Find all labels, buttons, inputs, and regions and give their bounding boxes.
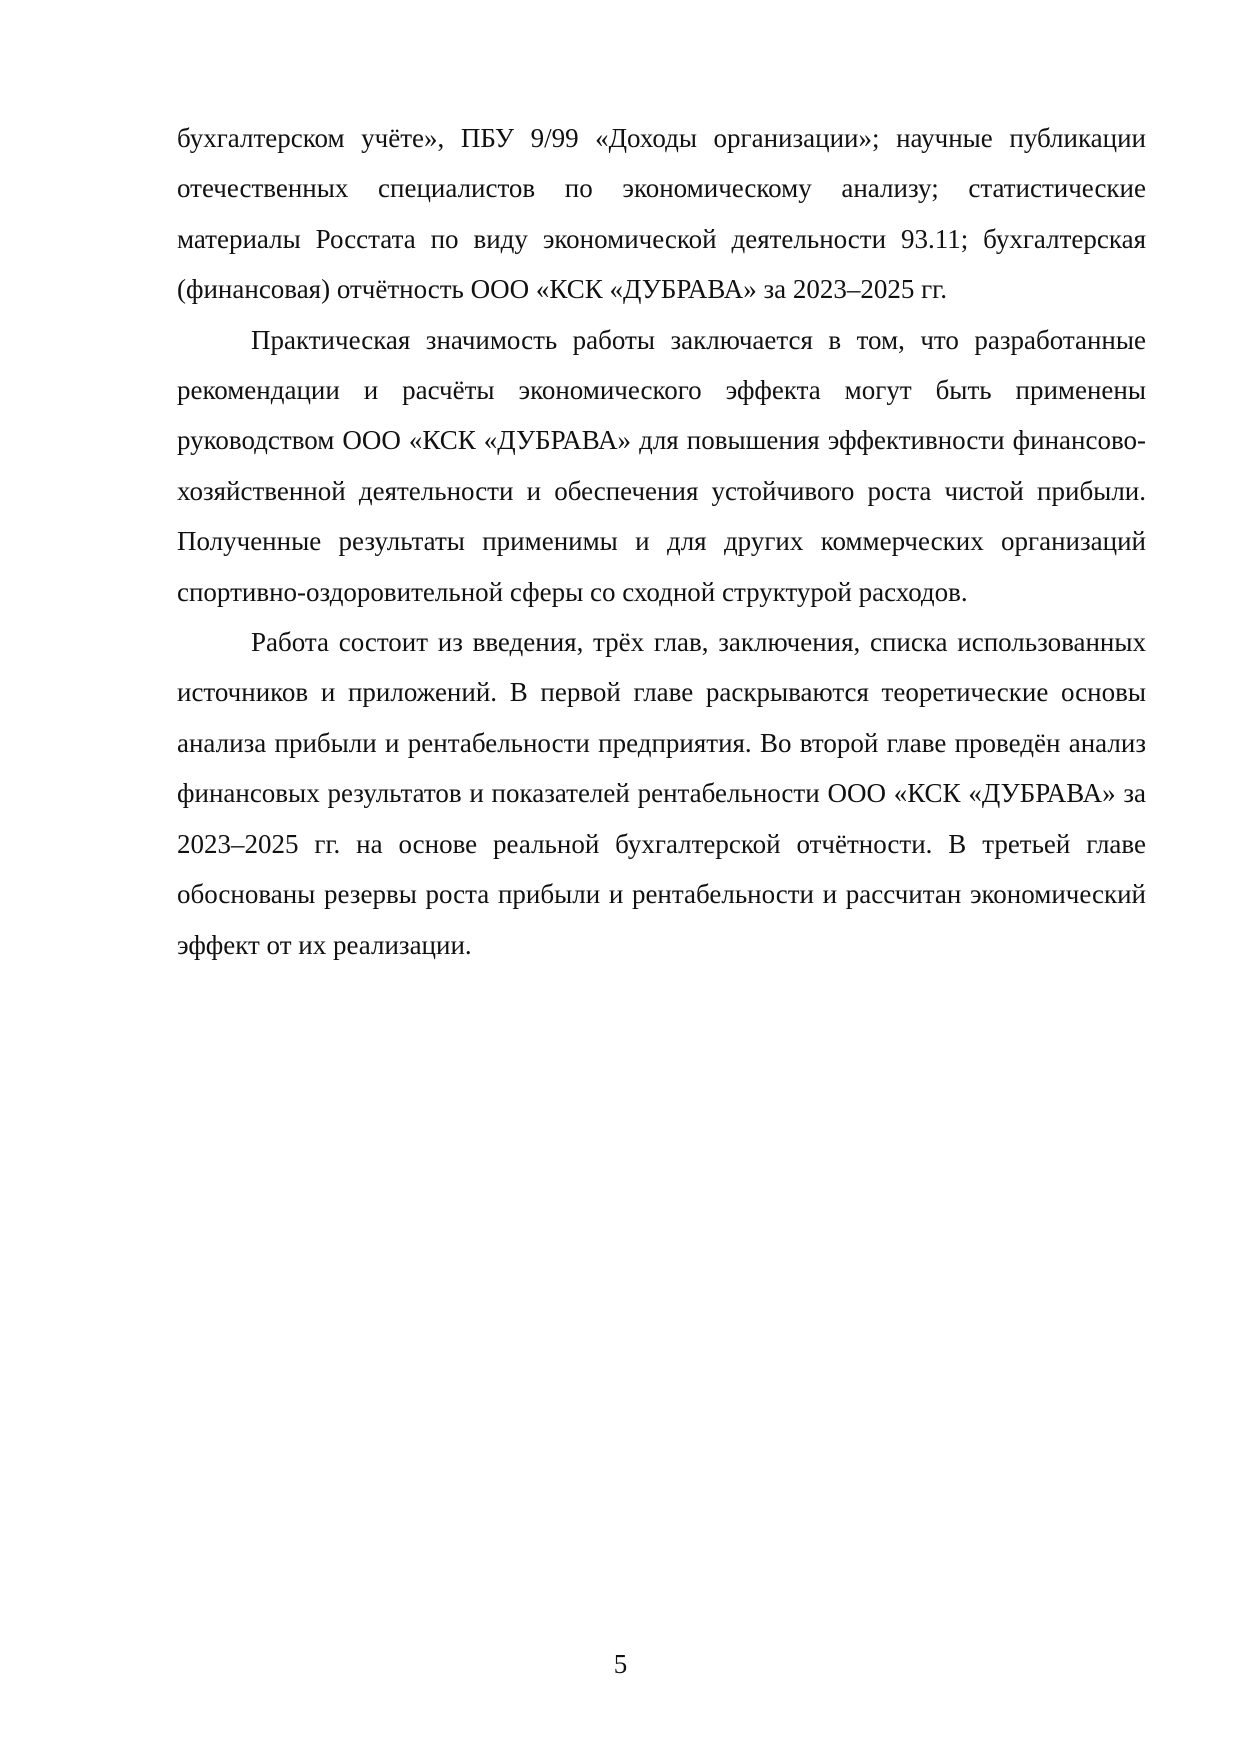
paragraph-work-structure: Работа состоит из введения, трёх глав, заключения, списка использованных источников и приложений. В первой главе раскрываются теоретические основы анализа прибыли и рентабельности предприятия. Во второй главе проведён анализ финансовых результатов и показателей рентабельности ООО «КСК «ДУБРАВА» за 2023–2025 гг. на основе реальной бухгалтерской отчётности. В третьей главе обоснованы резервы роста прибыли и рентабельности и рассчитан экономический эффект от их реализации. (177, 627, 1146, 960)
paragraph-continuation: бухгалтерском учёте», ПБУ 9/99 «Доходы организации»; научные публикации отечественных специалистов по экономическому анализу; статистические материалы Росстата по виду экономической деятельности 93.11; бухгалтерская (финансовая) отчётность ООО «КСК «ДУБРАВА» за 2023–2025 гг. (177, 123, 1146, 305)
page-number: 5 (613, 1649, 628, 1679)
body-text (177, 113, 1146, 970)
paragraph-practical-significance: Практическая значимость работы заключается в том, что разработанные рекомендации и расчёты экономического эффекта могут быть применены руководством ООО «КСК «ДУБРАВА» для повышения эффективности финансово-хозяйственной деятельности и обеспечения устойчивого роста чистой прибыли. Полученные результаты применимы и для других коммерческих организаций спортивно-оздоровительной сферы со сходной структурой расходов. (177, 324, 1146, 607)
